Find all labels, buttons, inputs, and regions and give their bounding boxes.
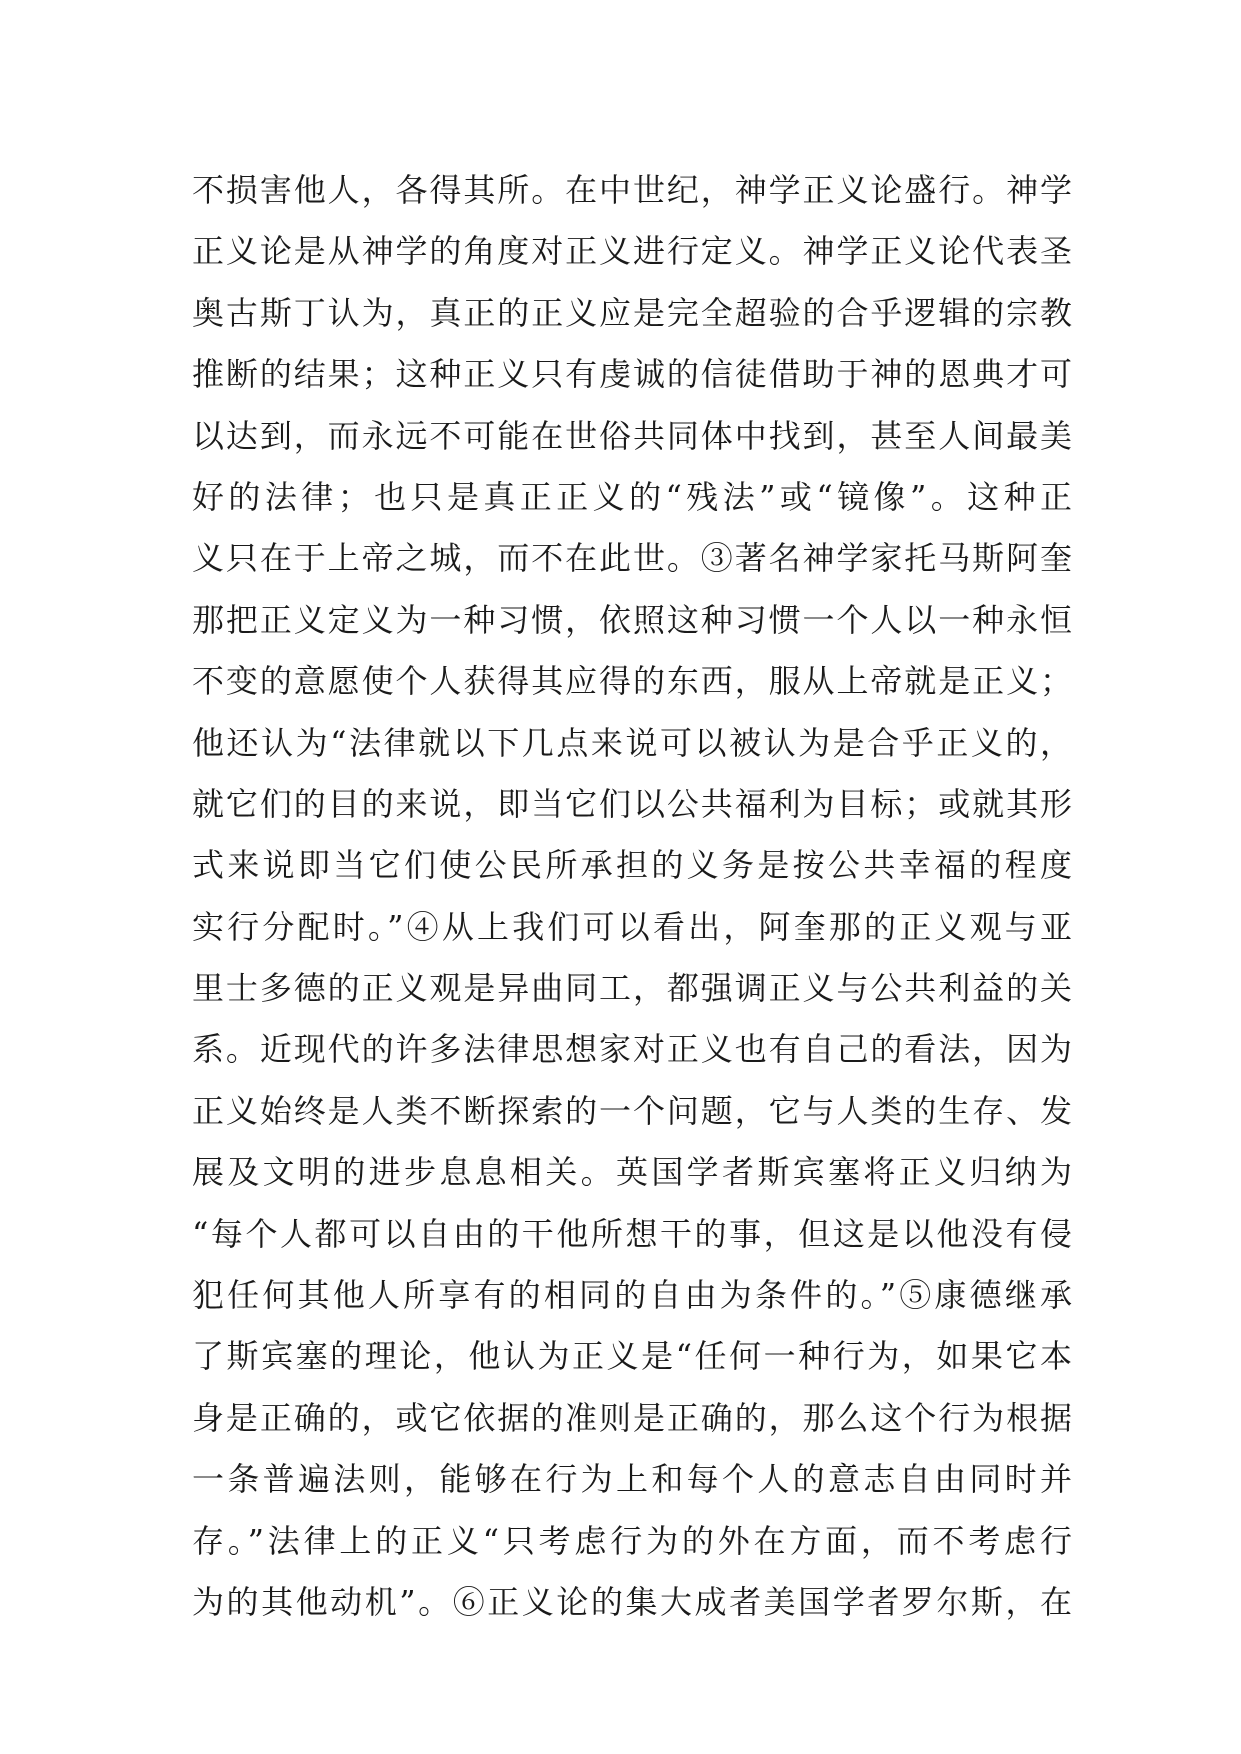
text-line: 正义始终是人类不断探索的一个问题，它与人类的生存、发 — [192, 1091, 1072, 1130]
text-line: 式来说即当它们使公民所承担的义务是按公共幸福的程度 — [192, 846, 1072, 885]
body-paragraph — [192, 160, 1072, 1633]
text-line: 为的其他动机”。⑥正义论的集大成者美国学者罗尔斯，在 — [192, 1582, 1072, 1621]
text-line: 了斯宾塞的理论，他认为正义是“任何一种行为，如果它本 — [192, 1337, 1072, 1376]
text-line: 以达到，而永远不可能在世俗共同体中找到，甚至人间最美 — [192, 416, 1072, 455]
text-line: 展及文明的进步息息相关。英国学者斯宾塞将正义归纳为 — [192, 1153, 1072, 1192]
text-line: 义只在于上帝之城，而不在此世。③著名神学家托马斯阿奎 — [192, 539, 1072, 578]
text-line: 里士多德的正义观是异曲同工，都强调正义与公共利益的关 — [192, 969, 1072, 1008]
text-line: 好的法律；也只是真正正义的“残法”或“镜像”。这种正 — [192, 477, 1072, 516]
text-line: 推断的结果；这种正义只有虔诚的信徒借助于神的恩典才可 — [192, 355, 1072, 394]
text-line: 他还认为“法律就以下几点来说可以被认为是合乎正义的， — [192, 723, 1072, 762]
text-line: 不损害他人，各得其所。在中世纪，神学正义论盛行。神学 — [192, 171, 1072, 209]
text-line: 存。”法律上的正义“只考虑行为的外在方面，而不考虑行 — [192, 1521, 1072, 1560]
text-line: 身是正确的，或它依据的准则是正确的，那么这个行为根据 — [192, 1398, 1072, 1437]
text-line: 奥古斯丁认为，真正的正义应是完全超验的合乎逻辑的宗教 — [192, 293, 1072, 332]
text-line: 实行分配时。”④从上我们可以看出，阿奎那的正义观与亚 — [192, 907, 1072, 946]
text-line: 犯任何其他人所享有的相同的自由为条件的。”⑤康德继承 — [192, 1276, 1072, 1315]
text-line: “每个人都可以自由的干他所想干的事，但这是以他没有侵 — [192, 1214, 1072, 1253]
text-line: 就它们的目的来说，即当它们以公共福利为目标；或就其形 — [192, 784, 1072, 823]
text-line: 那把正义定义为一种习惯，依照这种习惯一个人以一种永恒 — [192, 600, 1072, 639]
text-line: 正义论是从神学的角度对正义进行定义。神学正义论代表圣 — [192, 232, 1072, 271]
text-line: 一条普遍法则，能够在行为上和每个人的意志自由同时并 — [192, 1460, 1072, 1499]
text-line: 系。近现代的许多法律思想家对正义也有自己的看法，因为 — [192, 1030, 1072, 1069]
text-line: 不变的意愿使个人获得其应得的东西，服从上帝就是正义； — [192, 662, 1072, 701]
